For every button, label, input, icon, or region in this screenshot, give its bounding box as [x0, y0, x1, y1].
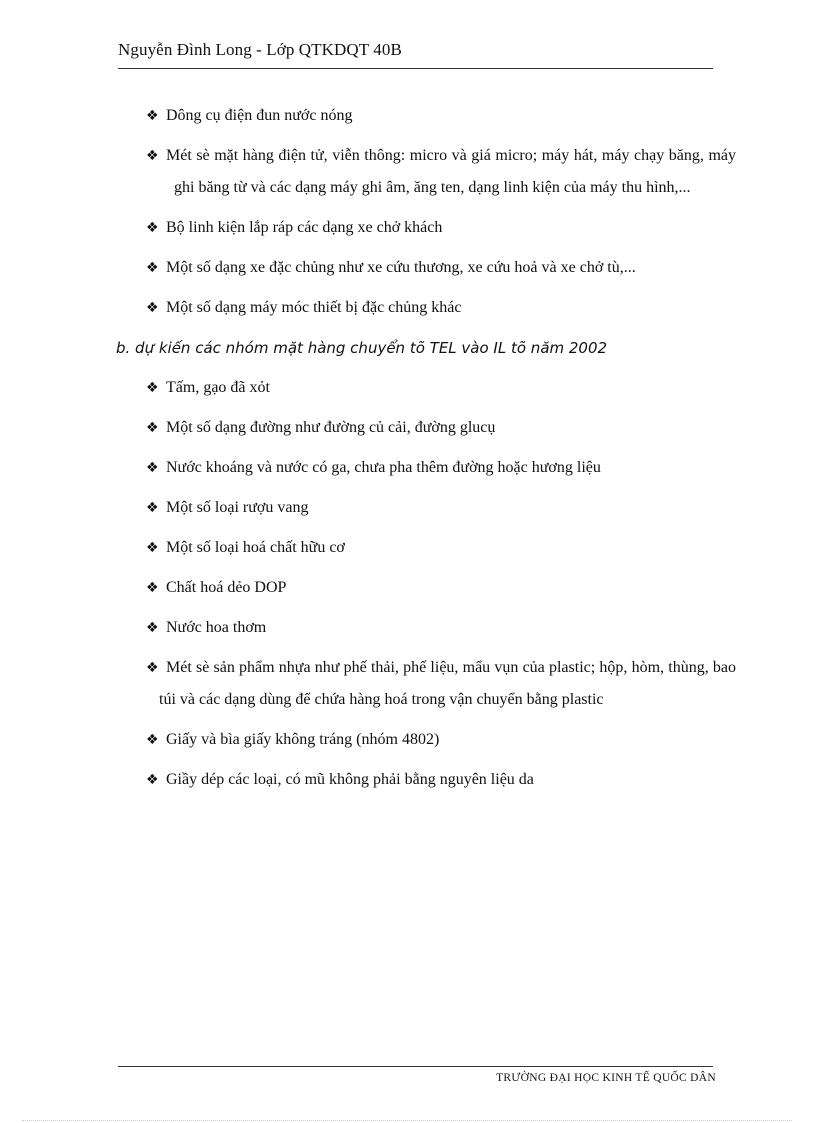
list-item [116, 652, 736, 716]
list-item-text: Nước hoa thơm [166, 619, 267, 636]
list-item-text: Tấm, gạo đã xỏt [166, 379, 270, 396]
diamond-bullet-icon: ❖ [146, 772, 159, 788]
list-item-text: Một số dạng đường như đường củ cải, đường glucụ [166, 419, 496, 436]
page-edge-divider [22, 1120, 792, 1121]
diamond-bullet-icon: ❖ [146, 540, 159, 556]
list-item [116, 412, 736, 444]
list-item [116, 764, 736, 796]
footer-text: TRƯỜNG ĐẠI HỌC KINH TẾ QUỐC DÂN [496, 1072, 716, 1084]
diamond-bullet-icon: ❖ [146, 260, 159, 276]
list-item-text: Một số dạng xe đặc chủng như xe cứu thương, xe cứu hoả và xe chở tù,... [166, 259, 636, 276]
list-item-text: Giấy và bìa giấy không tráng (nhóm 4802) [166, 731, 440, 748]
diamond-bullet-icon: ❖ [146, 620, 159, 636]
list-item-text: Mét sè mặt hàng điện tử, viễn thông: micro và giá micro; máy hát, máy chạy băng, máy ghi băng từ và các dạng máy ghi âm, ăng ten, dạng linh kiện của máy thu hình,... [166, 147, 736, 196]
list-item [116, 292, 736, 324]
list-item-text: Một số loại hoá chất hữu cơ [166, 539, 345, 556]
diamond-bullet-icon: ❖ [146, 148, 159, 164]
diamond-bullet-icon: ❖ [146, 580, 159, 596]
list-item [116, 492, 736, 524]
page-header [118, 38, 713, 62]
list-item-text: Chất hoá dẻo DOP [166, 579, 287, 596]
header-rule [118, 68, 713, 69]
diamond-bullet-icon: ❖ [146, 108, 159, 124]
diamond-bullet-icon: ❖ [146, 220, 159, 236]
list-item [116, 452, 736, 484]
diamond-bullet-icon: ❖ [146, 732, 159, 748]
list-item-text: Một số loại rượu vang [166, 499, 309, 516]
list-item-text: Giầy dép các loại, có mũ không phải bằng nguyên liệu da [166, 771, 534, 788]
list-item-text: Nước khoáng và nước có ga, chưa pha thêm đường hoặc hương liệu [166, 459, 601, 476]
list-item [116, 252, 736, 284]
header-title: Nguyễn Đình Long - Lớp QTKDQT 40B [118, 40, 402, 59]
diamond-bullet-icon: ❖ [146, 420, 159, 436]
diamond-bullet-icon: ❖ [146, 660, 159, 676]
diamond-bullet-icon: ❖ [146, 300, 159, 316]
document-body [116, 100, 736, 804]
diamond-bullet-icon: ❖ [146, 500, 159, 516]
list-item-text: Mét sè sản phẩm nhựa như phế thải, phế liệu, mẩu vụn của plastic; hộp, hòm, thùng, bao túi và các dạng dùng để chứa hàng hoá trong vận chuyển bằng plastic [159, 659, 736, 708]
list-item [116, 572, 736, 604]
footer-rule [118, 1066, 713, 1067]
list-item [116, 140, 736, 204]
section-subheading: b. dự kiến các nhóm mặt hàng chuyển tõ TEL vào IL tõ năm 2002 [116, 339, 608, 357]
list-item-text: Dông cụ điện đun nước nóng [166, 107, 353, 124]
list-item [116, 612, 736, 644]
list-item-text: Một số dạng máy móc thiết bị đặc chủng khác [166, 299, 462, 316]
diamond-bullet-icon: ❖ [146, 380, 159, 396]
list-item [116, 212, 736, 244]
list-item [116, 724, 736, 756]
list-item-text: Bộ linh kiện lắp ráp các dạng xe chở khách [166, 219, 443, 236]
diamond-bullet-icon: ❖ [146, 460, 159, 476]
list-item [116, 372, 736, 404]
list-item [116, 100, 736, 132]
list-item [116, 532, 736, 564]
